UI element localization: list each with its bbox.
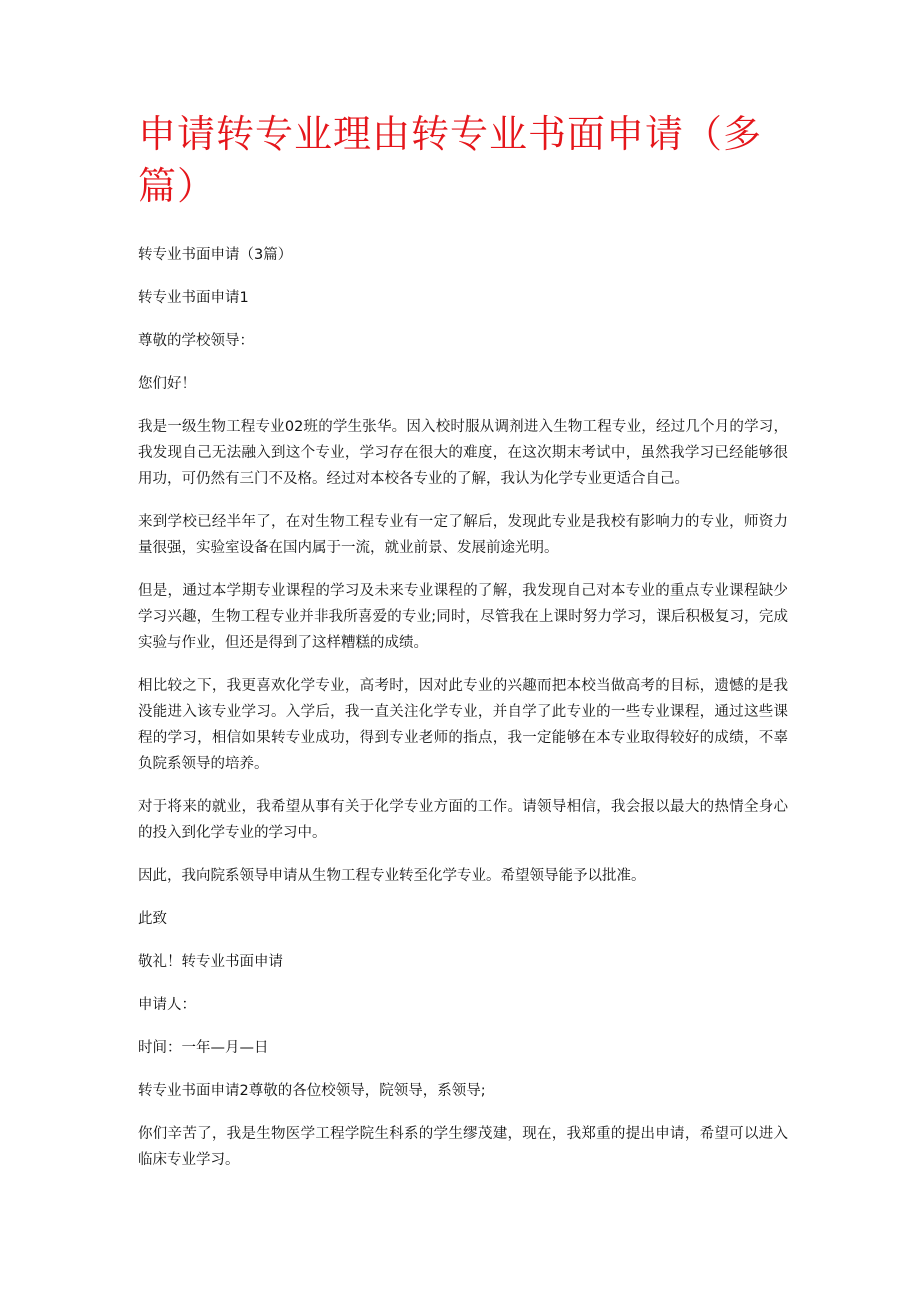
paragraph: 转专业书面申请2尊敬的各位校领导，院领导，系领导; — [138, 1083, 486, 1099]
paragraph: 你们辛苦了，我是生物医学工程学院生科系的学生缪茂建，现在，我郑重的提出申请，希望可以进入临床专业学习。 — [138, 1126, 788, 1168]
paragraph: 对于将来的就业，我希望从事有关于化学专业方面的工作。请领导相信，我会报以最大的热情全身心的投入到化学专业的学习中。 — [138, 799, 788, 841]
paragraph: 敬礼！转专业书面申请 — [138, 954, 283, 970]
paragraph: 我是一级生物工程专业02班的学生张华。因入校时服从调剂进入生物工程专业，经过几个月的学习，我发现自己无法融入到这个专业，学习存在很大的难度，在这次期末考试中，虽然我学习已经能够很用功，可仍然有三门不及格。经过对本校各专业的了解，我认为化学专业更适合自己。 — [138, 419, 788, 487]
paragraph: 来到学校已经半年了，在对生物工程专业有一定了解后，发现此专业是我校有影响力的专业，师资力量很强，实验室设备在国内属于一流，就业前景、发展前途光明。 — [138, 514, 788, 556]
paragraph: 相比较之下，我更喜欢化学专业，高考时，因对此专业的兴趣而把本校当做高考的目标，遗憾的是我没能进入该专业学习。入学后，我一直关注化学专业，并自学了此专业的一些专业课程，通过这些课程的学习，相信如果转专业成功，得到专业老师的指点，我一定能够在本专业取得较好的成绩，不辜负院系领导的培养。 — [138, 678, 788, 772]
paragraph: 此致 — [138, 911, 167, 927]
paragraph: 但是，通过本学期专业课程的学习及未来专业课程的了解，我发现自己对本专业的重点专业课程缺少学习兴趣，生物工程专业并非我所喜爱的专业;同时，尽管我在上课时努力学习，课后积极复习，完成实验与作业，但还是得到了这样糟糕的成绩。 — [138, 583, 788, 651]
paragraph: 尊敬的学校领导： — [138, 333, 254, 349]
paragraph: 转专业书面申请（3篇） — [138, 247, 293, 263]
document-title: 申请转专业理由转专业书面申请（多篇） — [138, 112, 763, 208]
paragraph: 转专业书面申请1 — [138, 290, 249, 306]
paragraph: 时间：一年—月—日 — [138, 1040, 269, 1056]
paragraph: 因此，我向院系领导申请从生物工程专业转至化学专业。希望领导能予以批准。 — [138, 868, 646, 884]
paragraph: 您们好！ — [138, 376, 196, 392]
document-page — [138, 108, 788, 1190]
paragraph: 申请人： — [138, 997, 196, 1013]
